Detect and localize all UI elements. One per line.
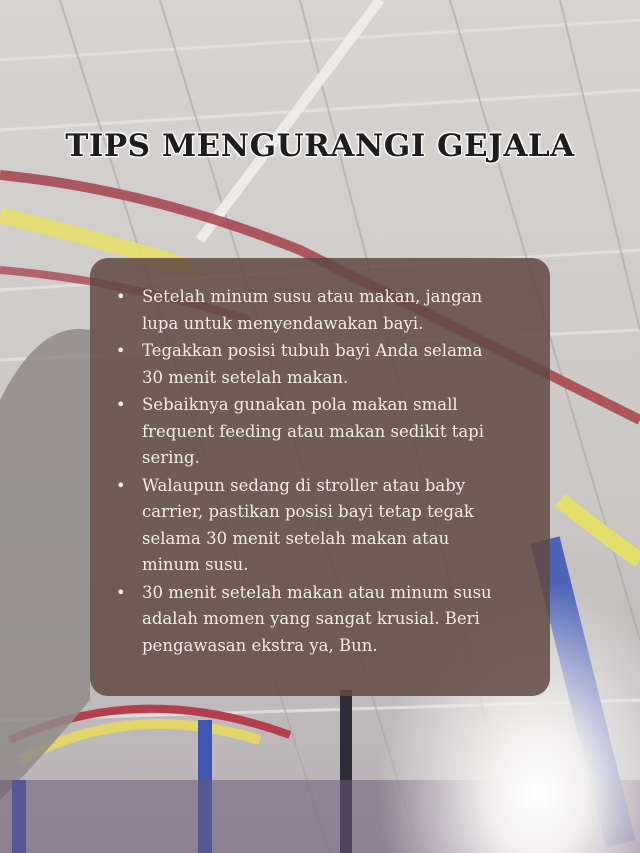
tip-item xyxy=(116,580,506,660)
tips-list xyxy=(116,284,506,659)
tip-text: Setelah minum susu atau makan, jangan lupa untuk menyendawakan bayi. xyxy=(142,287,483,333)
tip-item xyxy=(116,284,506,337)
tips-card xyxy=(90,258,550,696)
bullet-icon: • xyxy=(116,287,126,306)
tip-text: Walaupun sedang di stroller atau baby carrier, pastikan posisi bayi tetap tegak selama 30 menit setelah makan atau minum susu. xyxy=(142,475,474,574)
tip-item xyxy=(116,473,506,579)
tip-text: Tegakkan posisi tubuh bayi Anda selama 30 menit setelah makan. xyxy=(142,341,483,387)
bullet-icon: • xyxy=(116,395,126,414)
bullet-icon: • xyxy=(116,475,126,495)
tip-item xyxy=(116,392,506,472)
tip-item xyxy=(116,338,506,391)
bullet-icon: • xyxy=(116,582,126,602)
tip-text: Sebaiknya gunakan pola makan small frequent feeding atau makan sedikit tapi sering. xyxy=(142,395,485,467)
bullet-icon: • xyxy=(116,341,126,360)
page-title: TIPS MENGURANGI GEJALA xyxy=(65,128,575,164)
tip-text: 30 menit setelah makan atau minum susu adalah momen yang sangat krusial. Beri pengawasan ekstra ya, Bun. xyxy=(142,582,492,655)
